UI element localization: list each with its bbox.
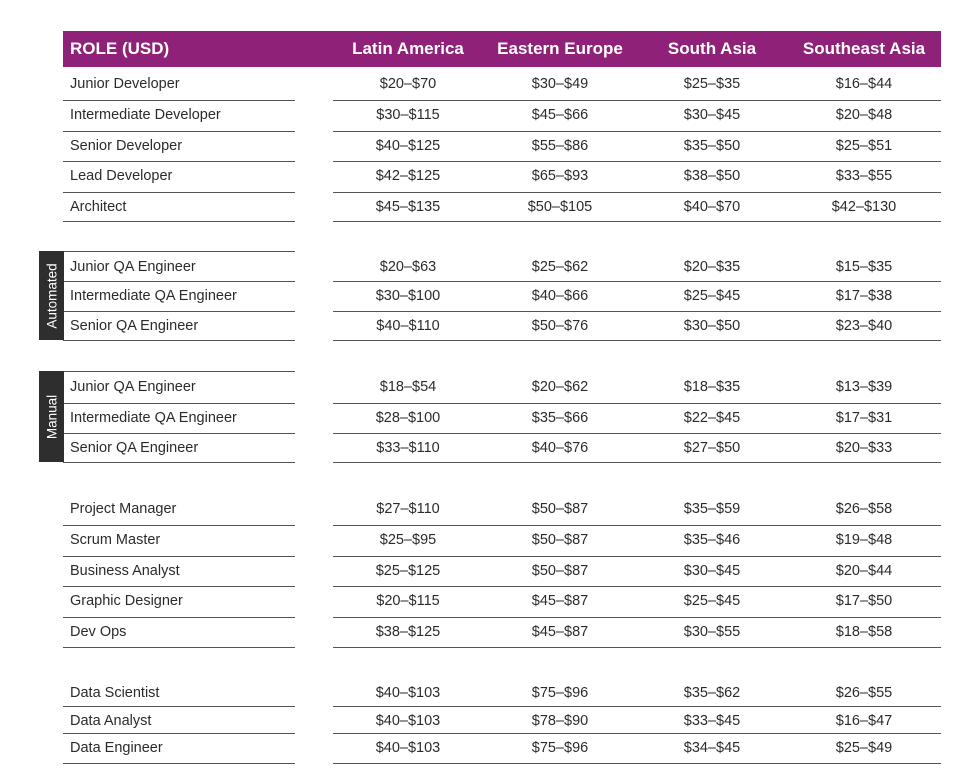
rate-cell: $20–$33 xyxy=(835,440,893,456)
rate-cell: $25–$62 xyxy=(531,259,589,275)
rate-cell: $45–$87 xyxy=(531,624,589,640)
role-name: Project Manager xyxy=(70,501,177,517)
role-name: Architect xyxy=(70,199,127,215)
rate-cell: $35–$50 xyxy=(683,138,741,154)
rate-cell: $33–$110 xyxy=(376,440,440,456)
table-row xyxy=(0,433,973,463)
table-row xyxy=(0,192,973,222)
rate-cell: $20–$62 xyxy=(531,379,589,395)
table-header xyxy=(63,31,941,67)
rate-cell: $78–$90 xyxy=(531,713,589,729)
role-name: Scrum Master xyxy=(70,532,161,548)
role-name: Senior Developer xyxy=(70,138,183,154)
rate-cell: $17–$50 xyxy=(835,593,893,609)
role-name: Junior QA Engineer xyxy=(70,259,196,275)
rate-cell: $25–$49 xyxy=(835,740,893,756)
rate-cell: $18–$54 xyxy=(379,379,437,395)
rate-cell: $20–$48 xyxy=(835,107,893,123)
rate-cell: $22–$45 xyxy=(683,410,741,426)
rate-cell: $50–$87 xyxy=(531,563,589,579)
table-row xyxy=(0,131,973,161)
group-tab-automated xyxy=(39,251,64,340)
row-divider xyxy=(63,647,295,648)
rate-cell: $65–$93 xyxy=(531,168,589,184)
table-row xyxy=(0,403,973,433)
rate-cell: $50–$105 xyxy=(527,199,593,215)
row-divider xyxy=(333,221,941,222)
table-row xyxy=(0,161,973,191)
role-name: Junior QA Engineer xyxy=(70,379,196,395)
rate-cell: $25–$95 xyxy=(379,532,437,548)
table-row xyxy=(0,281,973,311)
rate-cell: $38–$50 xyxy=(683,168,741,184)
role-name: Data Analyst xyxy=(70,713,152,729)
header-eastern-europe: Eastern Europe xyxy=(497,39,623,58)
table-row xyxy=(0,494,973,524)
rate-cell: $35–$46 xyxy=(683,532,741,548)
rate-cell: $45–$87 xyxy=(531,593,589,609)
rate-cell: $18–$58 xyxy=(835,624,893,640)
table-row xyxy=(0,586,973,616)
role-name: Intermediate QA Engineer xyxy=(70,410,237,426)
rate-cell: $40–$110 xyxy=(376,318,440,334)
table-row xyxy=(0,733,973,763)
role-name: Senior QA Engineer xyxy=(70,440,199,456)
rate-cell: $50–$76 xyxy=(531,318,589,334)
rate-cell: $40–$103 xyxy=(375,713,441,729)
rate-cell: $25–$35 xyxy=(683,76,741,92)
rate-cell: $40–$103 xyxy=(375,685,441,701)
table-row xyxy=(0,706,973,736)
table-row xyxy=(0,311,973,341)
rate-cell: $19–$48 xyxy=(835,532,893,548)
rate-cell: $30–$55 xyxy=(683,624,741,640)
table-row xyxy=(0,100,973,130)
rate-cell: $55–$86 xyxy=(531,138,589,154)
rate-cell: $26–$58 xyxy=(835,501,893,517)
header-south-asia: South Asia xyxy=(667,39,757,58)
row-divider xyxy=(333,647,941,648)
role-name: Graphic Designer xyxy=(70,593,183,609)
rate-cell: $15–$35 xyxy=(835,259,893,275)
table-row xyxy=(0,252,973,282)
rate-cell: $27–$110 xyxy=(376,501,440,517)
role-name: Data Engineer xyxy=(70,740,163,756)
rate-cell: $13–$39 xyxy=(835,379,893,395)
rate-cell: $18–$35 xyxy=(683,379,741,395)
rate-cell: $38–$125 xyxy=(375,624,441,640)
role-name: Lead Developer xyxy=(70,168,173,184)
rate-cell: $35–$62 xyxy=(683,685,741,701)
rate-cell: $33–$55 xyxy=(835,168,893,184)
rate-cell: $20–$115 xyxy=(376,593,440,609)
table-row xyxy=(0,556,973,586)
role-name: Senior QA Engineer xyxy=(70,318,199,334)
rate-cell: $20–$70 xyxy=(379,76,437,92)
rate-cell: $30–$50 xyxy=(683,318,741,334)
rate-cell: $30–$115 xyxy=(376,107,440,123)
rate-cell: $40–$70 xyxy=(683,199,741,215)
rate-cell: $34–$45 xyxy=(683,740,741,756)
group-label: Automated xyxy=(44,262,59,329)
table-row xyxy=(0,617,973,647)
row-divider xyxy=(333,340,941,341)
rate-cell: $33–$45 xyxy=(683,713,741,729)
rate-cell: $25–$45 xyxy=(683,288,741,304)
rate-cell: $30–$49 xyxy=(531,76,589,92)
rate-cell: $20–$63 xyxy=(379,259,437,275)
header-latin-america: Latin America xyxy=(352,39,464,58)
rate-cell: $45–$135 xyxy=(375,199,441,215)
group-tab-manual xyxy=(39,371,64,462)
rate-cell: $20–$35 xyxy=(683,259,741,275)
role-name: Junior Developer xyxy=(70,76,180,92)
rate-cell: $35–$66 xyxy=(531,410,589,426)
rate-cell: $16–$47 xyxy=(835,713,893,729)
rate-cell: $42–$125 xyxy=(375,168,441,184)
rate-cell: $17–$31 xyxy=(835,410,893,426)
header-role: ROLE (USD) xyxy=(70,39,170,58)
rate-cell: $17–$38 xyxy=(835,288,893,304)
row-divider xyxy=(63,221,295,222)
header-southeast-asia: Southeast Asia xyxy=(802,39,926,58)
rate-cell: $35–$59 xyxy=(683,501,741,517)
rate-cell: $75–$96 xyxy=(531,740,589,756)
role-name: Intermediate QA Engineer xyxy=(70,288,237,304)
rate-cell: $25–$125 xyxy=(375,563,441,579)
rate-cell: $27–$50 xyxy=(683,440,741,456)
rate-cell: $25–$51 xyxy=(835,138,893,154)
row-divider xyxy=(63,340,295,341)
rate-cell: $16–$44 xyxy=(835,76,893,92)
rate-cell: $25–$45 xyxy=(683,593,741,609)
table-row xyxy=(0,525,973,555)
role-name: Intermediate Developer xyxy=(70,107,221,123)
rate-cell: $23–$40 xyxy=(835,318,893,334)
rate-cell: $45–$66 xyxy=(531,107,589,123)
rate-cell: $40–$125 xyxy=(375,138,441,154)
rate-cell: $50–$87 xyxy=(531,532,589,548)
role-name: Dev Ops xyxy=(70,624,127,640)
role-name: Data Scientist xyxy=(70,685,160,701)
rate-cell: $20–$44 xyxy=(835,563,893,579)
rate-cell: $75–$96 xyxy=(531,685,589,701)
table-row xyxy=(0,69,973,99)
rate-cell: $50–$87 xyxy=(531,501,589,517)
group-label: Manual xyxy=(44,394,59,439)
rate-cell: $30–$100 xyxy=(375,288,441,304)
row-divider xyxy=(333,763,941,764)
rate-cell: $30–$45 xyxy=(683,107,741,123)
row-divider xyxy=(63,462,295,463)
table-row xyxy=(0,372,973,402)
rate-cell: $28–$100 xyxy=(375,410,441,426)
rate-cell: $40–$103 xyxy=(375,740,441,756)
table-row xyxy=(0,678,973,708)
rate-cell: $30–$45 xyxy=(683,563,741,579)
role-name: Business Analyst xyxy=(70,563,180,579)
rate-cell: $40–$66 xyxy=(531,288,589,304)
row-divider xyxy=(333,462,941,463)
rate-cell: $26–$55 xyxy=(835,685,893,701)
rate-cell: $42–$130 xyxy=(831,199,897,215)
row-divider xyxy=(63,763,295,764)
rate-cell: $40–$76 xyxy=(531,440,589,456)
